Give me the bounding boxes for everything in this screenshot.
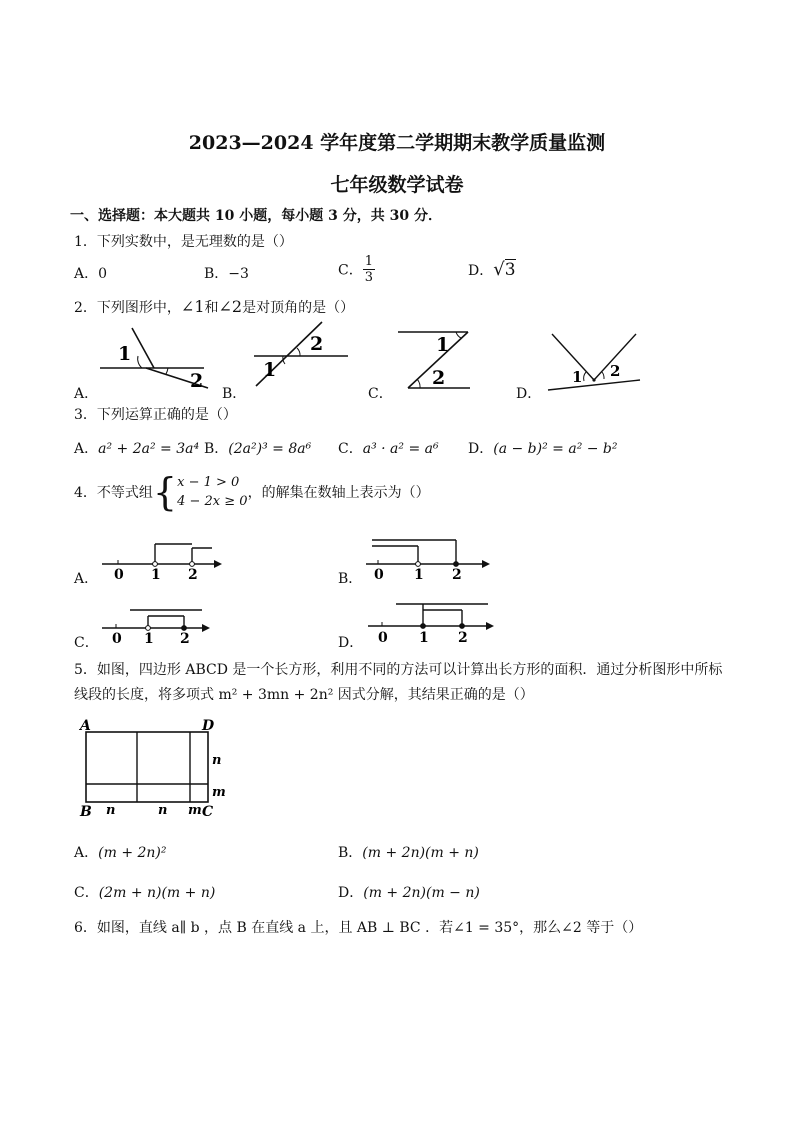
section-heading: 一、选择题：本大题共 10 小题，每小题 3 分，共 30 分． <box>70 208 442 224</box>
q4-numberline-a <box>100 536 224 582</box>
tick-label-2: 2 <box>458 630 468 646</box>
fraction <box>363 254 375 285</box>
angle-arc <box>417 379 420 388</box>
tick-label-0: 0 <box>374 567 384 582</box>
option-label: D． <box>468 263 494 279</box>
open-dot <box>146 626 151 631</box>
arrow-icon <box>482 560 490 568</box>
segment-n: n <box>158 803 168 818</box>
brace-icon: { <box>152 470 178 514</box>
q4-numberline-b <box>364 534 494 582</box>
open-dot <box>190 562 195 567</box>
fraction-denominator: 3 <box>364 270 373 285</box>
q2-option-c-label[interactable]: C． <box>368 386 393 402</box>
q2-figure-c <box>394 326 474 392</box>
option-label: A． <box>74 845 99 861</box>
q4-option-d-label[interactable]: D． <box>338 635 364 651</box>
option-expr: (2m + n)(m + n) <box>98 885 216 901</box>
q5-rectangle-figure <box>78 716 226 820</box>
fig-label-2: 2 <box>310 333 324 355</box>
q5-option-b[interactable] <box>338 842 479 862</box>
q4-option-c-label[interactable]: C． <box>74 635 99 651</box>
exam-subtitle: 七年级数学试卷 <box>330 174 464 196</box>
q5-option-d[interactable] <box>338 882 480 902</box>
option-label: C． <box>74 885 99 901</box>
arrow-icon <box>214 560 222 568</box>
vertex-c: C <box>202 804 214 820</box>
option-expr: a² + 2a² = 3a⁴ <box>98 441 200 457</box>
fig-line <box>132 328 154 368</box>
q3-option-d[interactable] <box>468 438 618 458</box>
tick-label-1: 1 <box>419 630 429 646</box>
vertex-d: D <box>202 718 215 734</box>
sqrt-icon: √ <box>493 259 505 280</box>
q4-stem-pre: 4．不等式组 <box>74 485 153 501</box>
q2-stem-post: 是对顶角的是（） <box>242 300 355 316</box>
fig-label-1: 1 <box>118 343 132 365</box>
q1-option-b[interactable] <box>204 263 249 283</box>
q2-figure-a <box>96 326 216 398</box>
q4-stem <box>74 470 430 514</box>
q1-option-c[interactable] <box>338 254 375 285</box>
q1-stem: 1．下列实数中，是无理数的是（） <box>74 234 293 250</box>
angle-1-symbol: ∠1 <box>180 297 205 316</box>
arrow-icon <box>486 622 494 630</box>
inequality-1: x − 1 > 0 <box>177 475 240 490</box>
q6-stem: 6．如图，直线 a∥ b ，点 B 在直线 a 上，且 AB ⊥ BC ．若∠1 = 35°，那么∠2 等于（） <box>74 920 643 936</box>
arrow-icon <box>202 624 210 632</box>
q2-stem-pre: 2．下列图形中， <box>74 300 181 316</box>
angle-arc <box>297 348 300 356</box>
q4-option-a-label[interactable]: A． <box>74 571 99 587</box>
q2-stem <box>74 297 354 317</box>
option-expr: (m + 2n)(m − n) <box>363 885 480 901</box>
q3-option-a[interactable] <box>74 438 199 458</box>
tick-label-1: 1 <box>144 631 154 646</box>
q2-option-a-label[interactable]: A． <box>74 386 99 402</box>
tick-label-2: 2 <box>188 567 198 582</box>
q4-numberline-c <box>100 602 214 646</box>
angle-arc <box>456 332 461 338</box>
q3-option-c[interactable] <box>338 438 439 458</box>
q1-option-d[interactable] <box>468 259 516 280</box>
q4-numberline-d <box>366 598 498 646</box>
open-dot <box>153 562 158 567</box>
q3-option-b[interactable] <box>204 438 311 458</box>
option-label: B． <box>204 441 229 457</box>
option-label: D． <box>468 441 494 457</box>
option-expr: (m + 2n)² <box>98 845 167 861</box>
tick-label-2: 2 <box>452 567 462 582</box>
q5-option-c[interactable] <box>74 882 215 902</box>
fig-label-1: 1 <box>436 334 450 356</box>
option-label: C． <box>338 262 363 279</box>
fig-label-1: 1 <box>572 368 583 386</box>
tick-label-1: 1 <box>151 567 161 582</box>
fraction-numerator: 1 <box>364 254 373 269</box>
q1-option-a[interactable] <box>74 263 107 283</box>
segment-m: m <box>188 803 202 818</box>
open-dot <box>416 562 421 567</box>
closed-dot <box>182 626 187 631</box>
tick-label-0: 0 <box>112 631 122 646</box>
tick-label-2: 2 <box>180 631 190 646</box>
q5-option-a[interactable] <box>74 842 167 862</box>
segment-n: n <box>212 753 222 768</box>
q4-stem-post: ，的解集在数轴上表示为（） <box>247 485 430 501</box>
tick-label-0: 0 <box>114 567 124 582</box>
fig-label-2: 2 <box>432 367 446 389</box>
option-label: C． <box>338 441 363 457</box>
segment-m: m <box>212 785 226 800</box>
q3-stem: 3．下列运算正确的是（） <box>74 407 237 423</box>
angle-2-symbol: ∠2 <box>218 297 243 316</box>
fig-label-2: 2 <box>190 370 204 392</box>
inequality-system <box>177 473 247 511</box>
option-label: B． <box>204 266 229 282</box>
option-label: A． <box>74 441 99 457</box>
option-value: 0 <box>98 266 108 282</box>
angle-arc <box>166 368 168 374</box>
vertex-dot <box>592 378 595 381</box>
vertex-b: B <box>80 804 92 820</box>
tick-label-0: 0 <box>378 630 388 646</box>
q2-option-d-label[interactable]: D． <box>516 386 542 402</box>
q2-option-b-label[interactable]: B． <box>222 386 247 402</box>
option-label: D． <box>338 885 364 901</box>
tick-label-1: 1 <box>414 567 424 582</box>
closed-dot <box>460 624 465 629</box>
q5-stem-line2: 线段的长度，将多项式 m² + 3mn + 2n² 因式分解，其结果正确的是（） <box>74 687 534 703</box>
fig-label-2: 2 <box>610 362 621 380</box>
vertex-a: A <box>80 718 91 734</box>
angle-arc <box>584 372 586 381</box>
angle-arc <box>138 356 142 368</box>
q2-figure-b <box>250 320 354 388</box>
option-label: B． <box>338 845 363 861</box>
fig-label-1: 1 <box>263 359 277 381</box>
option-expr: (2a²)³ = 8a⁶ <box>228 441 312 457</box>
option-value: −3 <box>228 266 249 282</box>
exam-title: 2023—2024 学年度第二学期期末教学质量监测 <box>188 132 606 154</box>
inequality-2: 4 − 2x ≥ 0 <box>177 494 248 509</box>
option-expr: a³ · a² = a⁶ <box>362 441 439 457</box>
q2-figure-d <box>544 330 644 394</box>
q4-option-b-label[interactable]: B． <box>338 571 363 587</box>
option-expr: (a − b)² = a² − b² <box>493 441 618 457</box>
angle-arc <box>602 372 604 379</box>
option-expr: (m + 2n)(m + n) <box>362 845 479 861</box>
q5-stem-line1: 5．如图，四边形 ABCD 是一个长方形，利用不同的方法可以计算出长方形的面积．通过分析图形中所标 <box>74 662 723 678</box>
option-label: A． <box>74 266 99 282</box>
segment-n: n <box>106 803 116 818</box>
q2-stem-mid: 和 <box>204 300 219 316</box>
closed-dot <box>421 624 426 629</box>
closed-dot <box>454 562 459 567</box>
radicand: 3 <box>504 260 516 280</box>
